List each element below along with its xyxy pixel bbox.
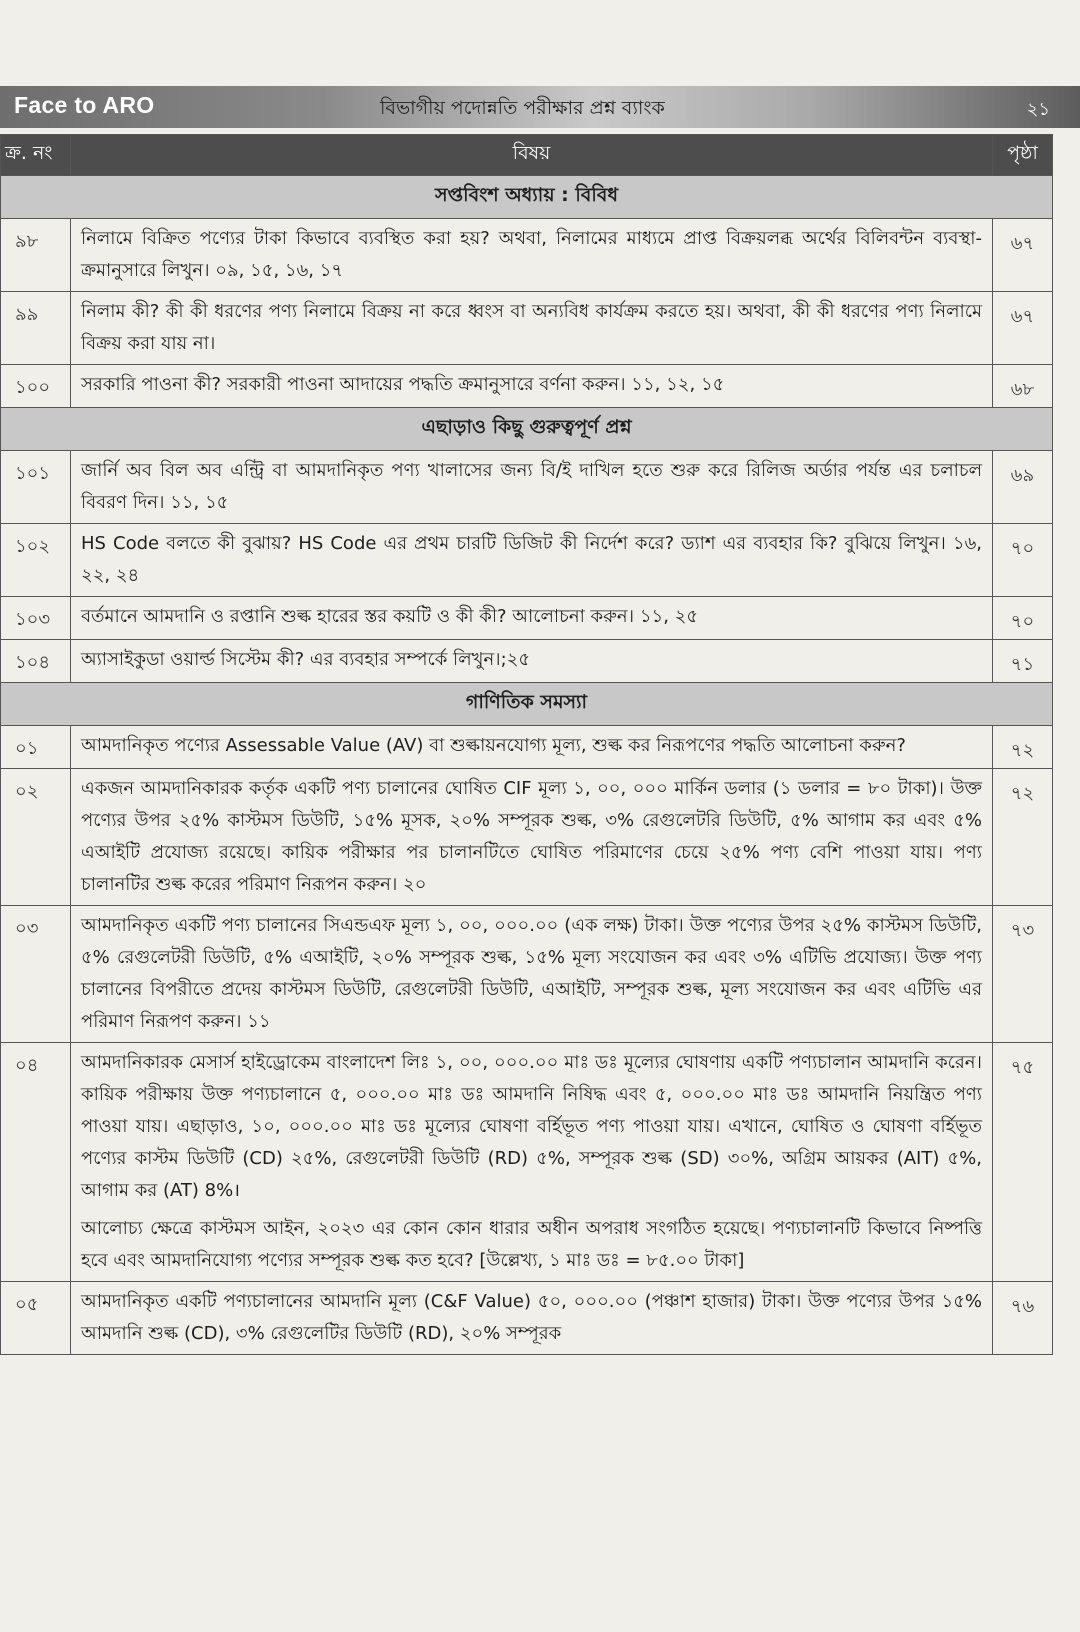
serial-number: ৯৮ <box>1 219 71 292</box>
serial-number: ০১ <box>1 726 71 769</box>
page-reference: ৭৫ <box>993 1043 1053 1282</box>
book-subtitle: বিভাগীয় পদোন্নতি পরীক্ষার প্রশ্ন ব্যাংক <box>380 97 665 119</box>
column-header-subject: বিষয় <box>71 135 993 176</box>
question-paragraph: নিলামে বিক্রিত পণ্যের টাকা কিভাবে ব্যবস্থিত করা হয়? অথবা, নিলামের মাধ্যমে প্রাপ্ত বিক্রয়লব্ধ অর্থের বিলিবন্টন ব্যবস্থা- ক্রমানুসারে লিখুন। ০৯, ১৫, ১৬, ১৭ <box>81 228 982 281</box>
page-reference: ৬৮ <box>993 365 1053 408</box>
table-row <box>1 365 1053 408</box>
question-paragraph: আমদানিকৃত একটি পণ্য চালানের সিএন্ডএফ মূল্য ১, ০০, ০০০.০০ (এক লক্ষ) টাকা। উক্ত পণ্যের উপর ২৫% কাস্টমস ডিউটি, ৫% রেগুলেটরী ডিউটি, ৫% এআইটি, ২০% সম্পূরক শুল্ক, ১৫% মূল্য সংযোজন কর এবং ৩% এটিভি প্রযোজ্য। উক্ত পণ্য চালানের বিপরীতে প্রদেয় কাস্টমস ডিউটি, রেগুলেটরী ডিউটি, এআইটি, সম্পূরক শুল্ক, মূল্য সংযোজন কর এবং এটিভি এর পরিমাণ নিরূপণ করুন। ১১ <box>81 915 982 1032</box>
page-reference: ৭৩ <box>993 906 1053 1043</box>
table-row <box>1 726 1053 769</box>
question-paragraph: বর্তমানে আমদানি ও রপ্তানি শুল্ক হারের স্তর কয়টি ও কী কী? আলোচনা করুন। ১১, ২৫ <box>81 606 699 627</box>
section-heading-row <box>1 408 1053 451</box>
question-paragraph: আমদানিকৃত একটি পণ্যচালানের আমদানি মূল্য (C&F Value) ৫০, ০০০.০০ (পঞ্চাশ হাজার) টাকা। উক্ত পণ্যের উপর ১৫% আমদানি শুল্ক (CD), ৩% রেগুলেটির ডিউটি (RD), ২০% সম্পূরক <box>81 1291 982 1344</box>
question-text <box>71 524 993 597</box>
serial-number: ০৪ <box>1 1043 71 1282</box>
question-text <box>71 906 993 1043</box>
table-row <box>1 906 1053 1043</box>
serial-number: ১০১ <box>1 451 71 524</box>
question-paragraph: আমদানিকারক মেসার্স হাইড্রোকেম বাংলাদেশ লিঃ ১, ০০, ০০০.০০ মাঃ ডঃ মূল্যের ঘোষণায় একটি পণ্যচালান আমদানি করেন। কায়িক পরীক্ষায় উক্ত পণ্যচালানে ৫, ০০০.০০ মাঃ ডঃ আমদানি নিষিদ্ধ এবং ৫, ০০০.০০ মাঃ ডঃ আমদানি নিয়ন্ত্রিত পণ্য পাওয়া যায়। এছাড়াও, ১০, ০০০.০০ মাঃ ডঃ মূল্যের ঘোষণা বর্হিভূত পণ্য পাওয়া যায়। এখানে, ঘোষিত ও ঘোষণা বর্হিভূত পণ্যের কাস্টম ডিউটি (CD) ২৫%, রেগুলেটরী ডিউটি (RD) ৫%, সম্পূরক শুল্ক (SD) ৩০%, অগ্রিম আয়কর (AIT) ৫%, আগাম কর (AT) 8%। <box>81 1052 982 1201</box>
serial-number: ১০৩ <box>1 597 71 640</box>
column-header-page: পৃষ্ঠা <box>993 135 1053 176</box>
section-heading-row <box>1 176 1053 219</box>
table-row <box>1 640 1053 683</box>
question-paragraph: অ্যাসাইকুডা ওয়ার্ল্ড সিস্টেম কী? এর ব্যবহার সম্পর্কে লিখুন।;২৫ <box>81 649 531 670</box>
section-title: গাণিতিক সমস্যা <box>1 683 1053 726</box>
question-index-table <box>0 134 1053 1355</box>
brand-title: Face to ARO <box>14 92 155 118</box>
table-row <box>1 451 1053 524</box>
question-text <box>71 292 993 365</box>
page-reference: ৭২ <box>993 769 1053 906</box>
serial-number: ০২ <box>1 769 71 906</box>
question-paragraph: আমদানিকৃত পণ্যের Assessable Value (AV) বা শুল্কায়নযোগ্য মূল্য, শুল্ক কর নিরূপণের পদ্ধতি আলোচনা করুন? <box>81 735 906 756</box>
serial-number: ৯৯ <box>1 292 71 365</box>
serial-number: ১০৪ <box>1 640 71 683</box>
question-paragraph: HS Code বলতে কী বুঝায়? HS Code এর প্রথম চারটি ডিজিট কী নির্দেশ করে? ড্যাশ এর ব্যবহার কি? বুঝিয়ে লিখুন। ১৬, ২২, ২৪ <box>81 533 982 586</box>
page-number: ২১ <box>1026 99 1050 120</box>
page-header-banner <box>0 86 1080 128</box>
question-text <box>71 597 993 640</box>
serial-number: ১০২ <box>1 524 71 597</box>
table-header <box>1 135 1053 176</box>
table-row <box>1 597 1053 640</box>
page-reference: ৬৭ <box>993 292 1053 365</box>
table-row <box>1 769 1053 906</box>
question-paragraph: নিলাম কী? কী কী ধরণের পণ্য নিলামে বিক্রয় না করে ধ্বংস বা অন্যবিধ কার্যক্রম করতে হয়। অথবা, কী কী ধরণের পণ্য নিলামে বিক্রয় করা যায় না। <box>81 301 982 354</box>
table-row <box>1 219 1053 292</box>
question-paragraph: আলোচ্য ক্ষেত্রে কাস্টমস আইন, ২০২৩ এর কোন কোন ধারার অধীন অপরাধ সংগঠিত হয়েছে। পণ্যচালানটি কিভাবে নিষ্পত্তি হবে এবং আমদানিযোগ্য পণ্যের সম্পূরক শুল্ক কত হবে? [উল্লেখ্য, ১ মাঃ ডঃ = ৮৫.০০ টাকা] <box>81 1218 982 1271</box>
page-reference: ৭০ <box>993 597 1053 640</box>
serial-number: ১০০ <box>1 365 71 408</box>
serial-number: ০৫ <box>1 1282 71 1355</box>
question-text <box>71 1043 993 1282</box>
question-text <box>71 1282 993 1355</box>
page-reference: ৭৬ <box>993 1282 1053 1355</box>
question-text <box>71 365 993 408</box>
section-title: এছাড়াও কিছু গুরুত্বপূর্ণ প্রশ্ন <box>1 408 1053 451</box>
section-heading-row <box>1 683 1053 726</box>
page-reference: ৬৭ <box>993 219 1053 292</box>
page-reference: ৭২ <box>993 726 1053 769</box>
question-paragraph: জার্নি অব বিল অব এন্ট্রি বা আমদানিকৃত পণ্য খালাসের জন্য বি/ই দাখিল হতে শুরু করে রিলিজ অর্ডার পর্যন্ত এর চলাচল বিবরণ দিন। ১১, ১৫ <box>81 460 982 513</box>
question-paragraph: একজন আমদানিকারক কর্তৃক একটি পণ্য চালানের ঘোষিত CIF মূল্য ১, ০০, ০০০ মার্কিন ডলার (১ ডলার = ৮০ টাকা)। উক্ত পণ্যের উপর ২৫% কাস্টমস ডিউটি, ১৫% মূসক, ২০% সম্পূরক শুল্ক, ৩% রেগুলেটরি ডিউটি, ৫% আগাম কর এবং ৫% এআইটি প্রযোজ্য রয়েছে। কায়িক পরীক্ষার পর চালানটিতে ঘোষিত পরিমাণের চেয়ে ২৫% পণ্য বেশি পাওয়া যায়। পণ্য চালানটির শুল্ক করের পরিমাণ নিরূপন করুন। ২০ <box>81 778 982 895</box>
question-paragraph: সরকারি পাওনা কী? সরকারী পাওনা আদায়ের পদ্ধতি ক্রমানুসারে বর্ণনা করুন। ১১, ১২, ১৫ <box>81 374 725 395</box>
question-text <box>71 451 993 524</box>
page-reference: ৬৯ <box>993 451 1053 524</box>
page-reference: ৭১ <box>993 640 1053 683</box>
page-reference: ৭০ <box>993 524 1053 597</box>
table-row <box>1 1282 1053 1355</box>
column-header-serial: ক্র. নং <box>1 135 71 176</box>
question-text <box>71 726 993 769</box>
question-text <box>71 640 993 683</box>
section-title: সপ্তবিংশ অধ্যায় : বিবিধ <box>1 176 1053 219</box>
question-text <box>71 219 993 292</box>
table-row <box>1 1043 1053 1282</box>
table-row <box>1 292 1053 365</box>
table-body <box>1 176 1053 1355</box>
question-text <box>71 769 993 906</box>
serial-number: ০৩ <box>1 906 71 1043</box>
table-row <box>1 524 1053 597</box>
